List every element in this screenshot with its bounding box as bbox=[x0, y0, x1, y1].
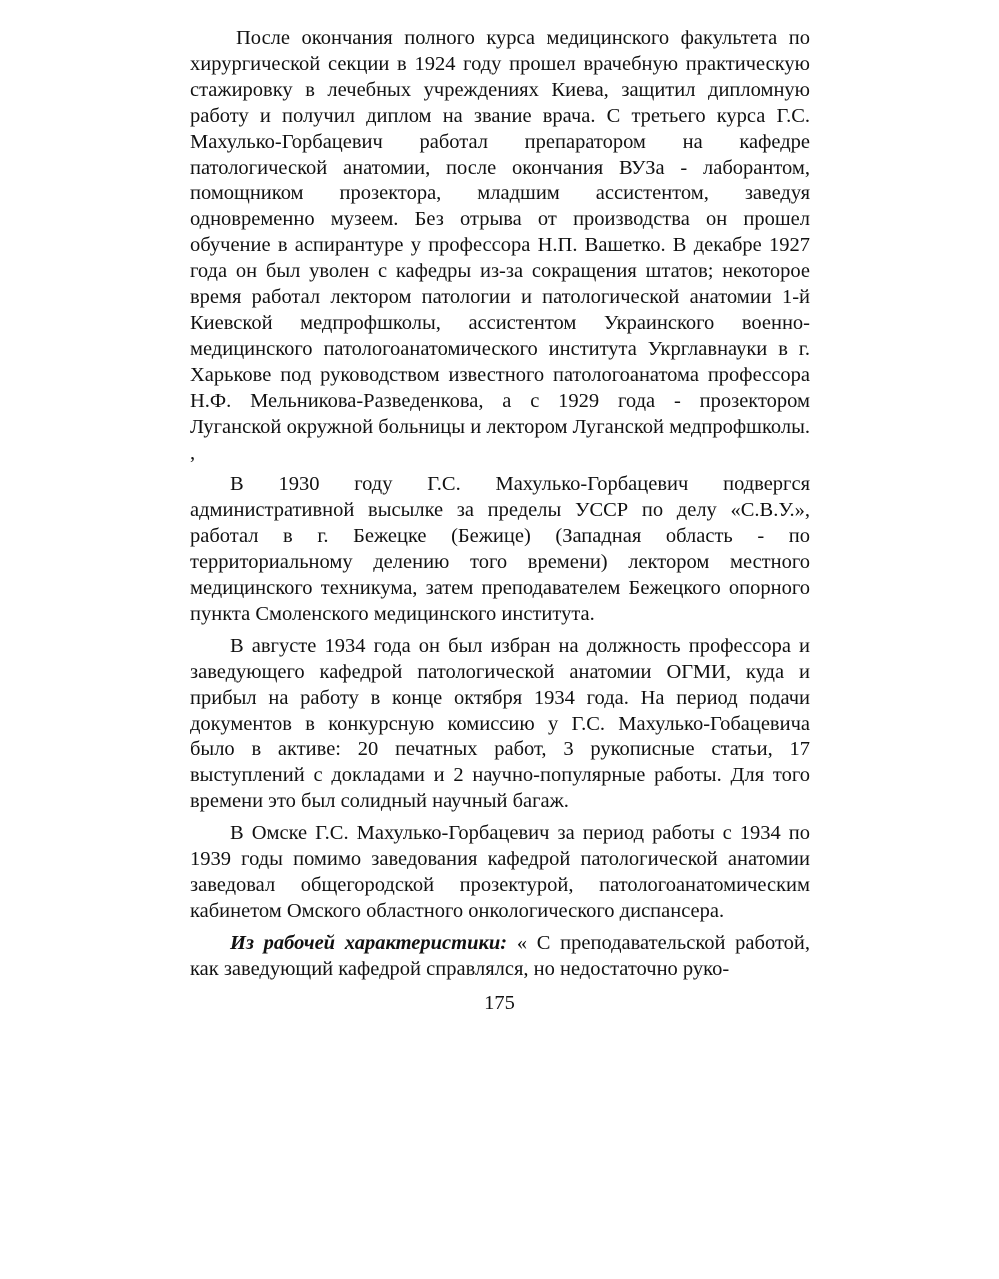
body-text bbox=[190, 26, 810, 983]
paragraph-2: В 1930 году Г.С. Махулько-Горбацевич подвергся административной высылке за пределы УССР по делу «С.В.У.», работал в г. Бежецке (Бежице) (Западная область - по территориальному делению того времени) лектором местного медицинского техникума, затем преподавателем Бежецкого опорного пункта Смоленского медицинского института. bbox=[190, 473, 810, 625]
page-number: 175 bbox=[484, 992, 515, 1014]
paragraph-4: В Омске Г.С. Махулько-Горбацевич за период работы с 1934 по 1939 годы помимо заведования кафедрой патологической анатомии заведовал общегородской прозектурой, патологоанатомическим кабинетом Омского областного онкологического диспансера. bbox=[190, 822, 810, 922]
paragraph-3: В августе 1934 года он был избран на должность профессора и заведующего кафедрой патологической анатомии ОГМИ, куда и прибыл на работу в конце октября 1934 года. На период подачи документов в конкурсную комиссию у Г.С. Махулько-Гобацевича было в активе: 20 печатных работ, 3 рукописные статьи, 17 выступлений с докладами и 2 научно-популярные работы. Для того времени это был солидный научный багаж. bbox=[190, 634, 810, 813]
paragraph-1: После окончания полного курса медицинского факультета по хирургической секции в 1924 году прошел врачебную практическую стажировку в лечебных учреждениях Киева, защитил дипломную работу и получил диплом на звание врача. С третьего курса Г.С. Махулько-Горбацевич работал препаратором на кафедре патологической анатомии, после окончания ВУЗа - лаборантом, помощником прозектора, младшим ассистентом, заведуя одновременно музеем. Без отрыва от производства он прошел обучение в аспирантуре у профессора Н.П. Вашетко. В декабре 1927 года он был уволен с кафедры из-за сокращения штатов; некоторое время работал лектором патологии и патологической анатомии 1-й Киевской медпрофшколы, ассистентом Украинского военно-медицинского патологоанатомического института Укрглавнауки в г. Харькове под руководством известного патологоанатома профессора Н.Ф. Мельникова-Разведенкова, а с 1929 года - прозектором Луганской окружной больницы и лектором Луганской медпрофшколы. , bbox=[190, 27, 810, 464]
paragraph-5-text: « С преподавательской работой, как заведующий кафедрой справлялся, но недостаточно руко- bbox=[190, 931, 810, 980]
paragraph-5 bbox=[190, 931, 810, 983]
paragraph-5-lead: Из рабочей характеристики: bbox=[230, 931, 508, 954]
